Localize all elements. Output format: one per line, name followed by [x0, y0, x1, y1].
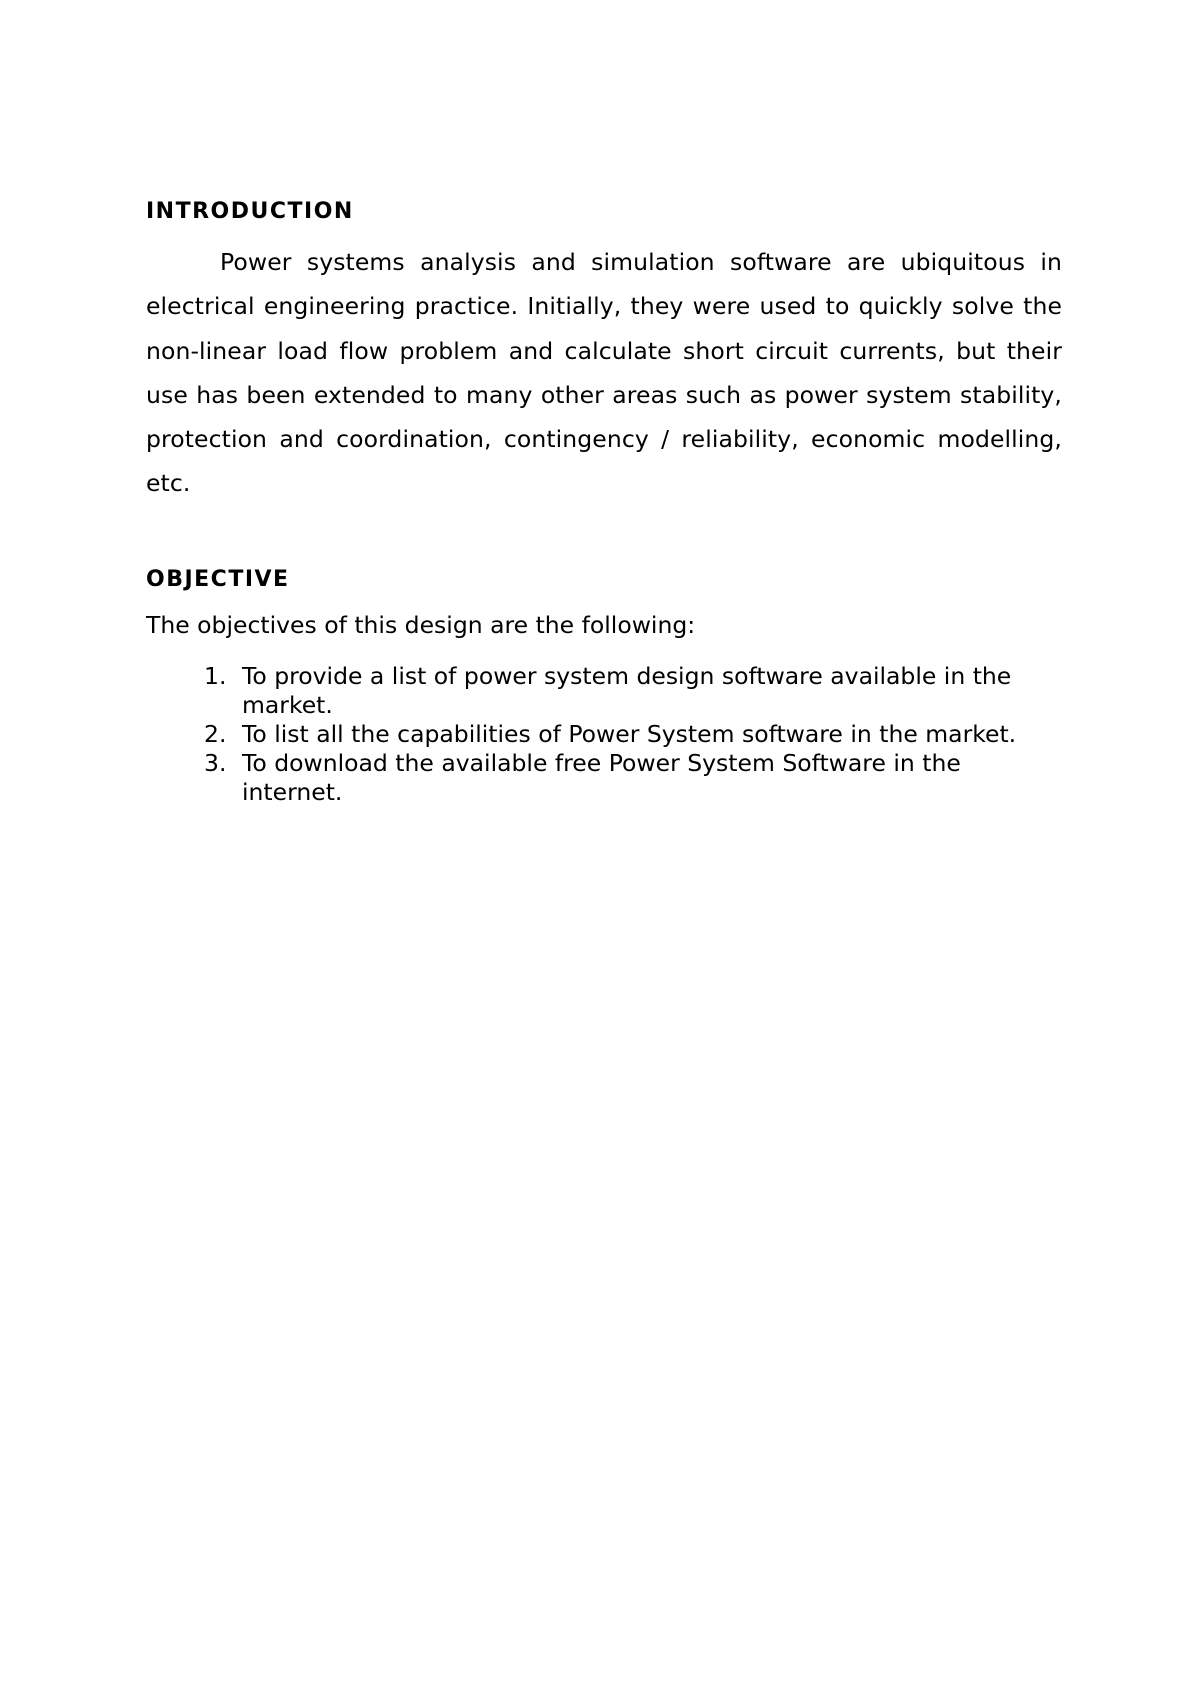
list-item: [204, 662, 1024, 720]
list-item: [204, 720, 1024, 749]
introduction-heading: INTRODUCTION: [146, 199, 354, 224]
objective-lead-text: The objectives of this design are the following:: [146, 610, 696, 639]
objective-heading: OBJECTIVE: [146, 566, 290, 592]
list-item: [204, 749, 1024, 807]
list-item-number: 1.: [204, 661, 227, 690]
list-item-number: 3.: [204, 748, 227, 777]
introduction-paragraph: Power systems analysis and simulation software are ubiquitous in electrical engineering practice. Initially, they were used to quickly solve the non-linear load flow problem and calculate short circuit currents, but their use has been extended to many other areas such as power system stability, protection and coordination, contingency / reliability, economic modelling, etc.: [146, 248, 1062, 498]
document-body: [146, 196, 1062, 807]
list-item-text: To list all the capabilities of Power System software in the market.: [242, 719, 1017, 748]
objectives-list: [146, 662, 1024, 807]
list-item-number: 2.: [204, 719, 227, 748]
list-item-text: To provide a list of power system design software available in the market.: [242, 661, 1012, 719]
list-item-text: To download the available free Power System Software in the internet.: [242, 748, 961, 806]
